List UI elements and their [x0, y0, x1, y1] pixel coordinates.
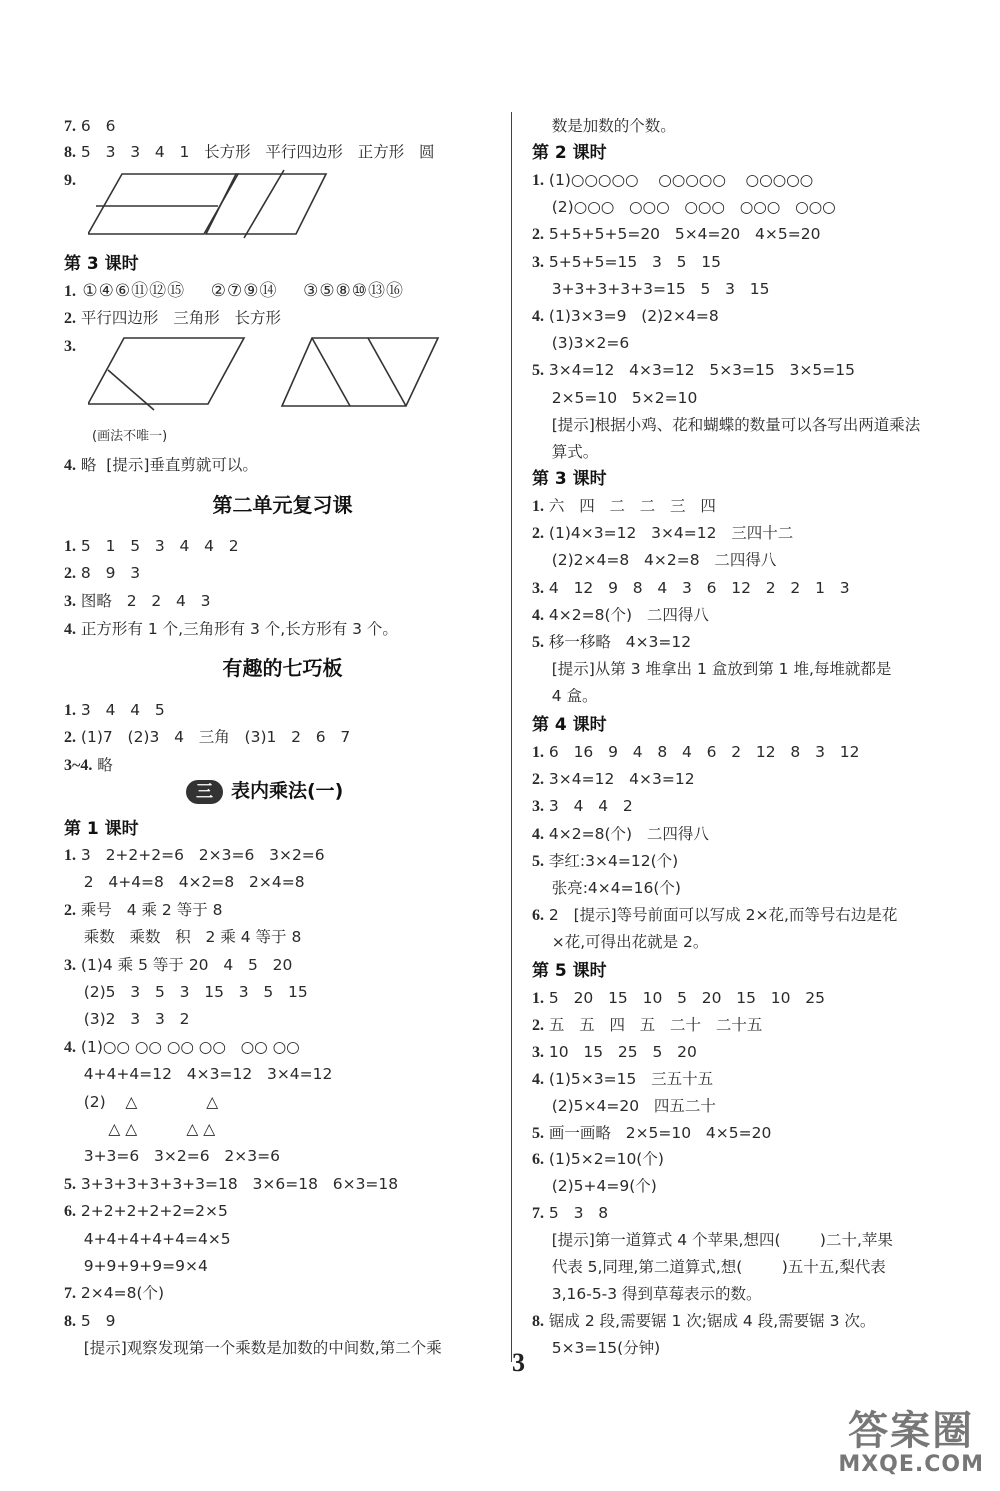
answer-line: 1. 6 16 9 4 8 4 6 2 12 8 3 12 — [532, 743, 860, 761]
answer-line: 7. 6 6 — [64, 117, 116, 135]
answer-line: 5×3=15(分钟) — [532, 1338, 661, 1357]
answer-line: [提示]观察发现第一个乘数是加数的中间数,第二个乘 — [64, 1339, 442, 1358]
answer-line: 6. 2 [提示]等号前面可以写成 2×花,而等号右边是花 — [532, 906, 898, 925]
answer-line: 8. 5 3 3 4 1 长方形 平行四边形 正方形 圆 — [64, 143, 435, 161]
answer-line: 1. ①④⑥⑪⑫⑮ ②⑦⑨⑭ ③⑤⑧⑩⑬⑯ — [64, 281, 405, 301]
page-number: 3 — [512, 1348, 525, 1377]
answer-line: 1. (1)○○○○○ ○○○○○ ○○○○○ — [532, 171, 814, 189]
answer-line: 2 4+4=8 4×2=8 2×4=8 — [64, 873, 305, 892]
answer-line: (3)3×2=6 — [532, 334, 630, 353]
answer-line: 3. — [64, 338, 76, 355]
answer-line: 3. 3 4 4 2 — [532, 797, 633, 816]
answer-line: 1. 3 2+2+2=6 2×3=6 3×2=6 — [64, 846, 325, 864]
answer-line: 3~4. 略 — [64, 756, 113, 774]
answer-line: 1. 5 20 15 10 5 20 15 10 25 — [532, 989, 825, 1007]
parallelogram-figures — [88, 168, 328, 244]
answer-line: 2. 五 五 四 五 二十 二十五 — [532, 1015, 763, 1034]
answer-line: (2)5 3 5 3 15 3 5 15 — [64, 983, 308, 1001]
answer-line: 1. 3 4 4 5 — [64, 701, 165, 719]
answer-line: 4. (1)3×3=9 (2)2×4=8 — [532, 307, 719, 325]
answer-line: 4. (1)5×3=15 三五十五 — [532, 1069, 714, 1088]
answer-line: 3. 10 15 25 5 20 — [532, 1042, 697, 1061]
answer-line: 9. — [64, 172, 76, 189]
section-heading: 第 2 课时 — [532, 143, 607, 163]
answer-line: 2. 平行四边形 三角形 长方形 — [64, 309, 281, 327]
tangram-title: 有趣的七巧板 — [222, 656, 343, 680]
answer-line: 1. 5 1 5 3 4 4 2 — [64, 537, 239, 555]
answer-line: 1. 六 四 二 二 三 四 — [532, 497, 716, 515]
drawing-note: (画法不唯一) — [92, 429, 168, 444]
watermark: 答案圈 MXQE.COM — [838, 1408, 984, 1477]
answer-line: 2. 3×4=12 4×3=12 — [532, 770, 695, 789]
answer-line: 5. 李红:3×4=12(个) — [532, 851, 679, 870]
answer-line: 4 盒。 — [532, 687, 598, 706]
answer-line: 4+4+4=12 4×3=12 3×4=12 — [64, 1065, 333, 1084]
answer-line: (2)○○○ ○○○ ○○○ ○○○ ○○○ — [532, 198, 836, 217]
answer-line: 3. 图略 2 2 4 3 — [64, 592, 211, 610]
section-heading: 第 3 课时 — [64, 254, 139, 274]
answer-line: 8. 锯成 2 段,需要锯 1 次;锯成 4 段,需要锯 3 次。 — [532, 1311, 876, 1330]
answer-line: 5. 3×4=12 4×3=12 5×3=15 3×5=15 — [532, 361, 855, 380]
answer-line: 算式。 — [532, 443, 599, 461]
answer-line: 6. 2+2+2+2+2=2×5 — [64, 1202, 228, 1221]
answer-line: 3+3+3+3+3=15 5 3 15 — [532, 279, 770, 298]
column-divider — [511, 112, 512, 1362]
answer-line: △ △ △ △ — [64, 1120, 216, 1138]
section-heading: 第 1 课时 — [64, 819, 139, 839]
cut-figures — [88, 334, 448, 414]
answer-line: (2)5+4=9(个) — [532, 1177, 657, 1196]
answer-line: (2) △ △ — [64, 1092, 219, 1111]
answer-line: 3,16-5-3 得到草莓表示的数。 — [532, 1284, 762, 1303]
answer-line: (2)2×4=8 4×2=8 二四得八 — [532, 551, 777, 570]
answer-line: 4. 正方形有 1 个,三角形有 3 个,长方形有 3 个。 — [64, 620, 398, 638]
answer-line: 2. 乘号 4 乘 2 等于 8 — [64, 900, 223, 919]
answer-line: 2. (1)4×3=12 3×4=12 三四十二 — [532, 524, 794, 543]
answer-line: 2×5=10 5×2=10 — [532, 388, 698, 407]
unit-badge: 三 — [186, 780, 223, 804]
answer-line: 3+3=6 3×2=6 2×3=6 — [64, 1147, 280, 1166]
answer-line: 张亮:4×4=16(个) — [532, 879, 681, 897]
answer-line: [提示]根据小鸡、花和蝴蝶的数量可以各写出两道乘法 — [532, 415, 921, 434]
unit-heading: 三 表内乘法(一) — [186, 780, 343, 804]
answer-line: 2. 8 9 3 — [64, 564, 141, 582]
answer-line: 7. 5 3 8 — [532, 1204, 609, 1223]
answer-line: [提示]第一道算式 4 个苹果,想四( )二十,苹果 — [532, 1231, 893, 1250]
section-heading: 第 4 课时 — [532, 715, 607, 735]
answer-line: 2. (1)7 (2)3 4 三角 (3)1 2 6 7 — [64, 728, 351, 746]
answer-line: 4. 4×2=8(个) 二四得八 — [532, 824, 709, 843]
answer-line: 8. 5 9 — [64, 1311, 116, 1330]
answer-line: (3)2 3 3 2 — [64, 1010, 190, 1029]
answer-line: 代表 5,同理,第二道算式,想( )五十五,梨代表 — [532, 1258, 886, 1276]
answer-line: 3. 5+5+5=15 3 5 15 — [532, 252, 721, 271]
answer-line: [提示]从第 3 堆拿出 1 盒放到第 1 堆,每堆就都是 — [532, 660, 892, 679]
answer-line: 5. 画一画略 2×5=10 4×5=20 — [532, 1123, 772, 1142]
answer-line: 4. (1)○○ ○○ ○○ ○○ ○○ ○○ — [64, 1037, 300, 1056]
section-heading: 第 3 课时 — [532, 469, 607, 489]
answer-line: 5. 移一移略 4×3=12 — [532, 633, 692, 651]
answer-line: 2. 5+5+5+5=20 5×4=20 4×5=20 — [532, 225, 821, 244]
answer-line: 4. 略 [提示]垂直剪就可以。 — [64, 456, 258, 474]
answer-line: 数是加数的个数。 — [532, 117, 676, 135]
answer-line: 3. 4 12 9 8 4 3 6 12 2 2 1 3 — [532, 578, 850, 597]
review-title: 第二单元复习课 — [212, 493, 353, 517]
answer-line: 3. (1)4 乘 5 等于 20 4 5 20 — [64, 955, 293, 974]
answer-line: (2)5×4=20 四五二十 — [532, 1096, 716, 1115]
answer-line: 9+9+9+9=9×4 — [64, 1257, 208, 1275]
section-heading: 第 5 课时 — [532, 961, 607, 981]
answer-line: 4+4+4+4+4=4×5 — [64, 1229, 231, 1248]
answer-line: 5. 3+3+3+3+3+3=18 3×6=18 6×3=18 — [64, 1174, 399, 1193]
answer-line: 7. 2×4=8(个) — [64, 1284, 165, 1303]
answer-line: ×花,可得出花就是 2。 — [532, 933, 709, 952]
answer-line: 6. (1)5×2=10(个) — [532, 1150, 664, 1169]
answer-line: 4. 4×2=8(个) 二四得八 — [532, 605, 709, 624]
answer-line: 乘数 乘数 积 2 乘 4 等于 8 — [64, 928, 302, 947]
